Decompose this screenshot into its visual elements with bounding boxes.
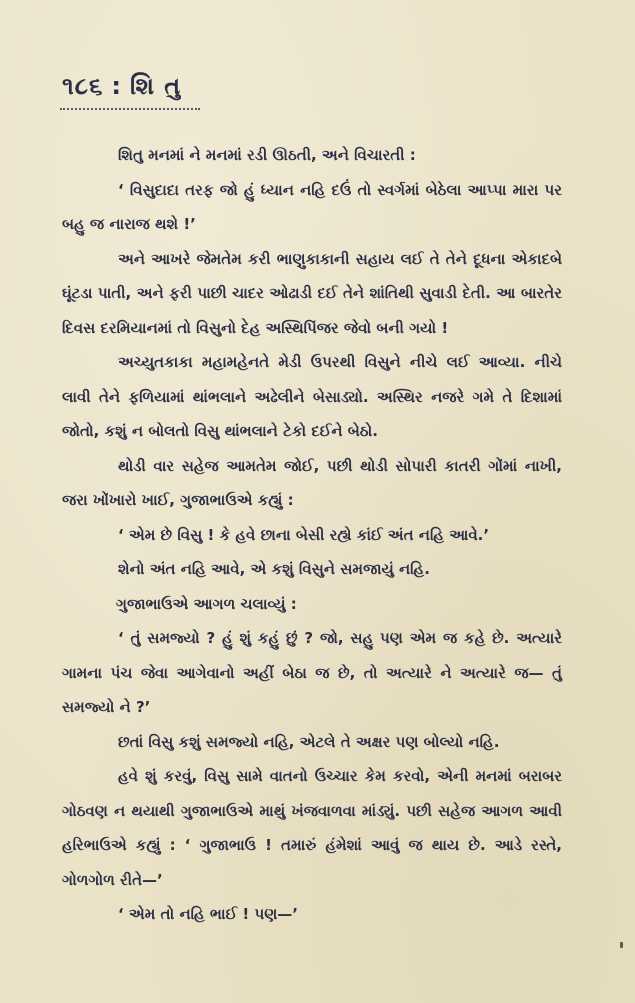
- margin-mark: [620, 942, 623, 948]
- header-divider: [60, 108, 200, 110]
- paragraph: ‘ તું સમજ્યો ? હું શું કહું છું ? જો, સહુ પણ એમ જ કહે છે. અત્યારે ગામના પંચ જેવા આગેવાનો અહીં બેઠા જ છે, તો અત્યારે ને અત્યારે જ— તું સમજ્યો ને ?’: [62, 629, 562, 716]
- paragraph: શિતુ મનમાં ને મનમાં રડી ઊઠતી, અને વિચારતી :: [118, 146, 416, 164]
- paragraph: અને આખરે જેમતેમ કરી ભાણુકાકાની સહાય લઈ તે તેને દૂધના એકાદબે ઘૂંટડા પાતી, અને ફરી પાછી ચાદર ઓઢાડી દઈ તેને શાંતિથી સુવાડી દેતી. આ બારતેર દિવસ દરમિયાનમાં તો વિસુનો દેહ અસ્થિપિંજર જેવો બની ગયો !: [62, 249, 562, 337]
- paragraph: થોડી વાર સહેજ આમતેમ જોઈ, પછી થોડી સોપારી કાતરી ગોંમાં નાખી, જરા ખોંખારો ખાઈ, ગુજાભાઉએ કહ્યું :: [62, 456, 562, 509]
- body-text: [62, 138, 562, 932]
- paragraph: ગુજાભાઉએ આગળ ચલાવ્યું :: [116, 594, 297, 613]
- page-header: [62, 72, 181, 100]
- paragraph: ‘ એમ તો નહિ ભાઈ ! પણ—’: [118, 905, 298, 923]
- paragraph: હવે શું કરવું, વિસુ સામે વાતનો ઉચ્ચાર કેમ કરવો, એની મનમાં બરાબર ગોઠવણ ન થયાથી ગુજાભાઉએ માથું ખંજવાળવા માંડ્યું. પછી સહેજ આગળ આવી હરિભાઉએ કહ્યું : ‘ ગુજાભાઉ ! તમારું હંમેશાં આવું જ થાય છે. આડે રસ્તે, ગોળગોળ રીતે—’: [62, 767, 562, 889]
- page-number: ૧૮૬: [62, 72, 104, 100]
- paragraph: શેનો અંત નહિ આવે, એ કશું વિસુને સમજાયું નહિ.: [118, 560, 430, 578]
- paragraph: અચ્યુતકાકા મહામહેનતે મેડી ઉપરથી વિસુને નીચે લઈ આવ્યા. નીચે લાવી તેને ફળિયામાં થાંભલાને અઢેલીને બેસાડ્યો. અસ્થિર નજરે ગમે તે દિશામાં જોતો, કશું ન બોલતો વિસુ થાંભલાને ટેકો દઈને બેઠો.: [62, 353, 562, 440]
- paragraph: ‘ એમ છે વિસુ ! કે હવે છાના બેસી રહ્યે કાંઈ અંત નહિ આવે.’: [118, 525, 490, 544]
- header-separator: :: [111, 72, 123, 100]
- paragraph: ‘ વિસુદાદા તરફ જો હું ધ્યાન નહિ દઉં તો સ્વર્ગમાં બેઠેલા આપ્પા મારા પર બહુ જ નારાજ થશે !’: [62, 180, 562, 233]
- running-title: શિ તુ: [130, 72, 182, 100]
- paragraph: છતાં વિસુ કશું સમજ્યો નહિ, એટલે તે અક્ષર પણ બોલ્યો નહિ.: [118, 732, 500, 751]
